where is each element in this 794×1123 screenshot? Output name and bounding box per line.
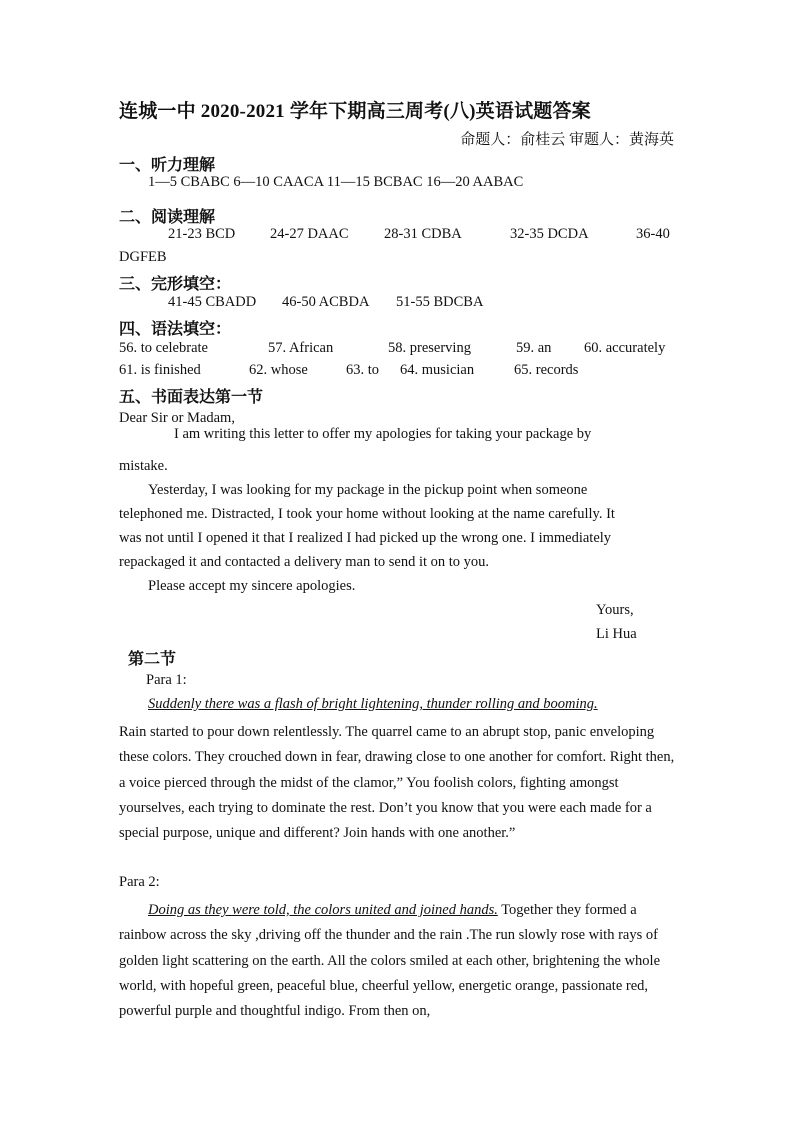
letter-p1-line1: I am writing this letter to offer my apologies for taking your package by [174, 426, 592, 442]
grammar-answer-57: 57. African [268, 340, 334, 356]
cloze-answer-2: 46-50 ACBDA [282, 294, 370, 310]
letter-p2-line2: telephoned me. Distracted, I took your home without looking at the name carefully. It [119, 506, 615, 522]
letter-p2-line1: Yesterday, I was looking for my package in the pickup point when someone [148, 482, 588, 498]
page-title: 连城一中 2020-2021 学年下期高三周考(八)英语试题答案 [119, 101, 591, 122]
grammar-answer-56: 56. to celebrate [119, 340, 208, 356]
letter-p2-line4: repackaged it and contacted a delivery man to send it on to you. [119, 554, 490, 570]
para2-first-sentence: Doing as they were told, the colors united and joined hands. [148, 902, 498, 918]
cloze-answer-1: 41-45 CBADD [168, 294, 257, 310]
reading-answer-5: 36-40 [636, 226, 670, 242]
grammar-answer-63: 63. to [346, 362, 380, 378]
section-reading-heading: 二、阅读理解 [119, 209, 216, 226]
para1-label: Para 1: [146, 672, 187, 688]
letter-signature: Li Hua [596, 626, 637, 642]
para2-label: Para 2: [119, 874, 160, 890]
grammar-answer-59: 59. an [516, 340, 552, 356]
grammar-answer-61: 61. is finished [119, 362, 201, 378]
section-listening-heading: 一、听力理解 [119, 157, 216, 174]
section-cloze-heading: 三、完形填空： [119, 276, 232, 293]
para1-body: Rain started to pour down relentlessly. The quarrel came to an abrupt stop, panic enveloping these colors. They crouched down in fear, drawing close to one another for comfort. Right then, a voice pierced through the midst of the clamor,” You foolish colors, fighting amongst yourselves, each trying to dominate the rest. Don’t you know that you were each made for a special purpose, unique and different? Join hands with one another.” [119, 724, 675, 842]
para2-rest: Together they formed a rainbow across the sky ,driving off the thunder and the rain .The run slowly rose with rays of golden light scattering on the earth. All the colors smiled at each other, brightening the whole world, with hopeful green, peaceful blue, cheerful yellow, energetic orange, passionate red, powerful purple and thoughtful indigo. From then on, [119, 902, 661, 1020]
para2-body [119, 898, 679, 1024]
reading-answer-5-cont: DGFEB [119, 249, 167, 265]
letter-greeting: Dear Sir or Madam, [119, 410, 235, 426]
letter-p1-line2: mistake. [119, 458, 168, 474]
grammar-answer-58: 58. preserving [388, 340, 471, 356]
reading-answer-3: 28-31 CDBA [384, 226, 462, 242]
reading-answer-1: 21-23 BCD [168, 226, 236, 242]
section-writing-heading: 五、书面表达第一节 [119, 389, 264, 406]
section-grammar-heading: 四、语法填空： [119, 321, 232, 338]
grammar-answer-62: 62. whose [249, 362, 308, 378]
letter-closing: Yours, [596, 602, 634, 618]
letter-p3: Please accept my sincere apologies. [148, 578, 356, 594]
letter-p2-line3: was not until I opened it that I realized I had picked up the wrong one. I immediately [119, 530, 612, 546]
authors-line: 命题人：俞桂云 审题人：黄海英 [460, 132, 674, 148]
cloze-answer-3: 51-55 BDCBA [396, 294, 484, 310]
listening-answers: 1—5 CBABC 6—10 CAACA 11—15 BCBAC 16—20 AABAC [148, 174, 524, 190]
reading-answer-2: 24-27 DAAC [270, 226, 349, 242]
grammar-answer-64: 64. musician [400, 362, 475, 378]
section-part2-heading: 第二节 [128, 651, 177, 668]
grammar-answer-60: 60. accurately [584, 340, 666, 356]
grammar-answer-65: 65. records [514, 362, 579, 378]
para1-first-sentence: Suddenly there was a flash of bright lightening, thunder rolling and booming. [148, 696, 598, 712]
reading-answer-4: 32-35 DCDA [510, 226, 589, 242]
